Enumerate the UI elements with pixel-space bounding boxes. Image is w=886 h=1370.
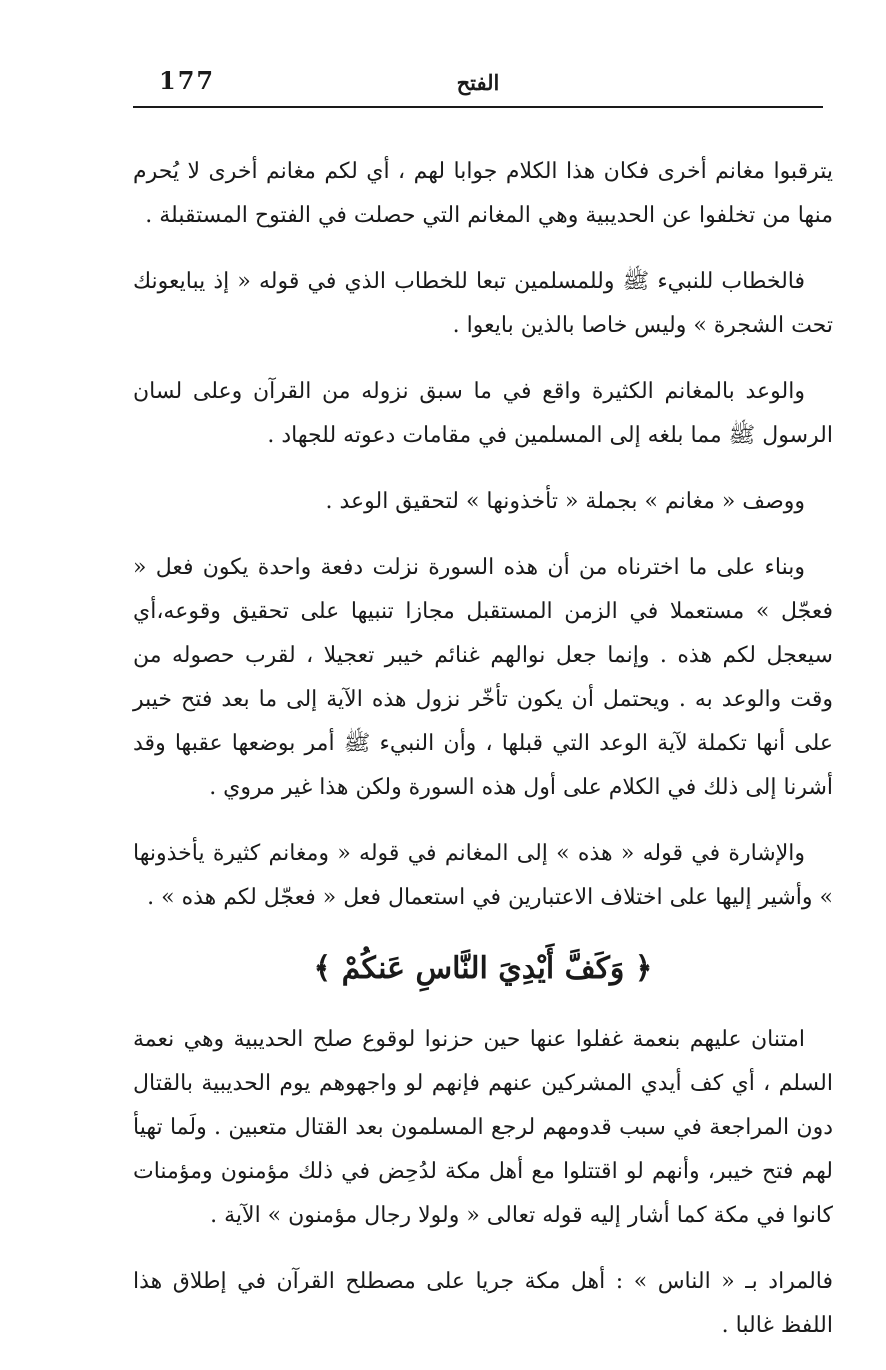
paragraph: ووصف « مغانم » بجملة « تأخذونها » لتحقيق الوعد . — [325, 489, 805, 514]
paragraph: والإشارة في قوله « هذه » إلى المغانم في قوله « ومغانم كثيرة يأخذونها » وأشير إليها على اختلاف الاعتبارين في استعمال فعل « فعجّل لكم هذه » . — [133, 841, 833, 910]
body-text — [133, 150, 833, 1370]
paragraph: فالخطاب للنبيء ﷺ وللمسلمين تبعا للخطاب الذي في قوله « إذ يبايعونك تحت الشجرة » وليس خاصا بالذين بايعوا . — [133, 269, 833, 338]
paragraph: امتنان عليهم بنعمة غفلوا عنها حين حزنوا لوقوع صلح الحديبية وهي نعمة السلم ، أي كف أيدي المشركين عنهم فإنهم لو واجهوهم يوم الحديبية بالقتال دون المراجعة في سبب قدومهم لرجع المسلمون بعد القتال متعبين . ولَما تهيأ لهم فتح خيبر، وأنهم لو اقتتلوا مع أهل مكة لدُحِض في ذلك مؤمنون ومؤمنات كانوا في مكة كما أشار إليه قوله تعالى « ولولا رجال مؤمنون » الآية . — [133, 1027, 833, 1228]
page-number: 177 — [159, 66, 216, 95]
running-title: الفتح — [456, 70, 500, 95]
page-header — [133, 66, 823, 104]
quran-verse: ﴿ وَكَفَّ أَيْدِيَ النَّاسِ عَنكُمْ ﴾ — [313, 951, 653, 986]
header-rule — [133, 106, 823, 108]
paragraph: والوعد بالمغانم الكثيرة واقع في ما سبق نزوله من القرآن وعلى لسان الرسول ﷺ مما بلغه إلى المسلمين في مقامات دعوته للجهاد . — [133, 379, 833, 448]
paragraph: وبناء على ما اخترناه من أن هذه السورة نزلت دفعة واحدة يكون فعل « فعجّل » مستعملا في الزمن المستقبل مجازا تنبيها على تحقيق وقوعه،أي سيعجل لكم هذه . وإنما جعل نوالهم غنائم خيبر تعجيلا ، لقرب حصوله من وقت والوعد به . ويحتمل أن يكون تأخّر نزول هذه الآية إلى ما بعد فتح خيبر على أنها تكملة لآية الوعد التي قبلها ، وأن النبيء ﷺ أمر بوضعها عقبها وقد أشرنا إلى ذلك في الكلام على أول هذه السورة ولكن هذا غير مروي . — [133, 555, 833, 800]
paragraph: فالمراد بـ « الناس » : أهل مكة جريا على مصطلح القرآن في إطلاق هذا اللفظ غالبا . — [133, 1269, 833, 1338]
paragraph: يترقبوا مغانم أخرى فكان هذا الكلام جوابا لهم ، أي لكم مغانم أخرى لا يُحرم منها من تخلفوا عن الحديبية وهي المغانم التي حصلت في الفتوح المستقبلة . — [133, 159, 833, 228]
